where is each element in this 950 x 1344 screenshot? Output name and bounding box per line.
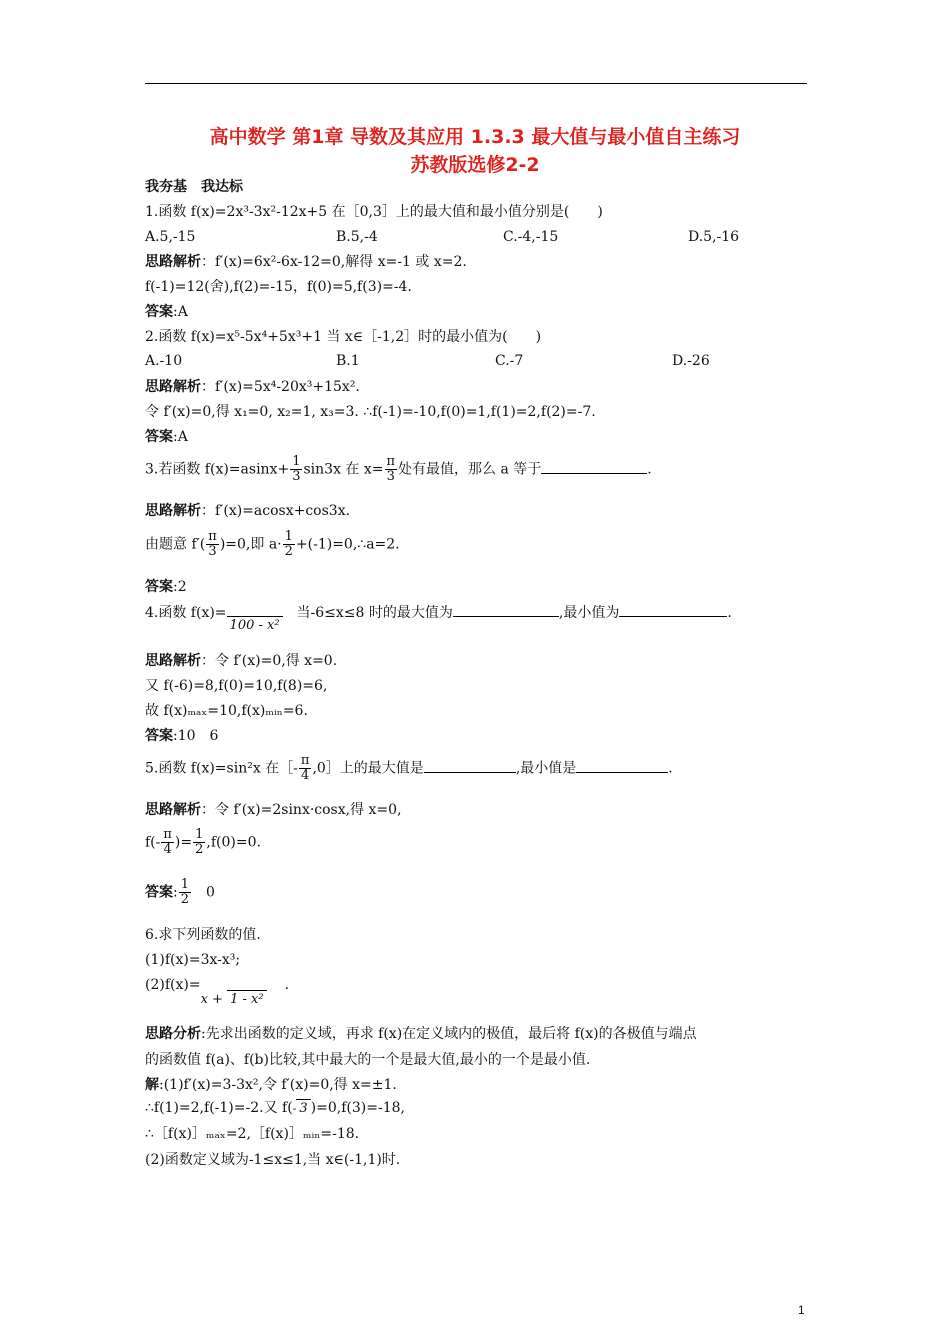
fraction: $\frac{1}{2}$ xyxy=(195,827,204,857)
q1-analysis-2: f(-1)=12(舍),f(2)=-15，f(0)=5,f(3)=-4. xyxy=(145,279,412,295)
q4-analysis: 思路解析：令 f′(x)=0,得 x=0. xyxy=(145,653,338,669)
answer-blank-min[interactable] xyxy=(619,602,727,617)
q2-analysis: 思路解析：f′(x)=5x⁴-20x³+15x². xyxy=(145,379,360,395)
q6-part-1: (1)f(x)=3x-x³; xyxy=(145,952,241,968)
sqrt-expression: 100 - x² xyxy=(227,616,283,635)
fraction: $\frac{\pi}{3}$ xyxy=(208,529,217,559)
q1-answer: 答案:A xyxy=(145,304,188,320)
page-subtitle: 苏教版选修2-2 xyxy=(410,154,540,176)
fraction: $\frac{1}{2}$ xyxy=(284,529,293,559)
q5-answer: 答案: $\frac{1}{2}$ 0 xyxy=(145,877,215,907)
q6-solution-4: (2)函数定义域为-1≤x≤1,当 x∈(-1,1)时. xyxy=(145,1152,401,1168)
q6-stem: 6.求下列函数的值. xyxy=(145,927,261,943)
q2-stem: 2.函数 f(x)=x⁵-5x⁴+5x³+1 当 x∈［-1,2］时的最小值为( ) xyxy=(145,329,542,345)
q6-analysis-2: 的函数值 f(a)、f(b)比较,其中最大的一个是最大值,最小的一个是最小值. xyxy=(145,1052,591,1068)
q4-analysis-2: 又 f(-6)=8,f(0)=10,f(8)=6, xyxy=(145,678,328,694)
q4-stem: 4.函数 f(x)= 100 - x² 当-6≤x≤8 时的最大值为 ,最小值为 . xyxy=(145,602,732,622)
q5-analysis-2: f(- $\frac{\pi}{4}$ )= $\frac{1}{2}$ ,f(0)=0. xyxy=(145,827,261,857)
fraction: $\frac{1}{2}$ xyxy=(180,877,189,907)
q6-analysis: 思路分析:先求出函数的定义域，再求 f(x)在定义域内的极值，最后将 f(x)的各极值与端点 xyxy=(145,1026,697,1042)
q6-solution-2: ∴f(1)=2,f(-1)=-2.又 f(- 3 )=0,f(3)=-18, xyxy=(145,1100,405,1116)
sqrt-expression: 3 xyxy=(296,1099,310,1118)
q4-answer: 答案:10 6 xyxy=(145,728,219,744)
q2-option-d: D.-26 xyxy=(672,353,710,369)
q2-option-b: B.1 xyxy=(336,353,360,369)
fraction: $\frac{\pi}{4}$ xyxy=(300,753,310,783)
q1-option-c: C.-4,-15 xyxy=(503,229,559,245)
q1-option-a: A.5,-15 xyxy=(145,229,196,245)
answer-blank-max[interactable] xyxy=(453,602,559,617)
q1-option-b: B.5,-4 xyxy=(336,229,378,245)
q3-analysis: 思路解析：f′(x)=acosx+cos3x. xyxy=(145,503,351,519)
q6-solution: 解:(1)f′(x)=3-3x²,令 f′(x)=0,得 x=±1. xyxy=(145,1077,397,1093)
answer-blank-min[interactable] xyxy=(576,758,668,773)
q3-stem: 3.若函数 f(x)=asinx+ $\frac{1}{3}$ sin3x 在 x= $\frac{\pi}{3}$ 处有最值，那么 a 等于 . xyxy=(145,454,652,484)
section-heading: 我夯基 我达标 xyxy=(145,179,243,195)
fraction: $\frac{\pi}{3}$ xyxy=(386,454,396,484)
page-number: 1 xyxy=(798,1303,805,1317)
q2-option-c: C.-7 xyxy=(495,353,524,369)
q1-analysis: 思路解析：f′(x)=6x²-6x-12=0,解得 x=-1 或 x=2. xyxy=(145,254,467,270)
q6-solution-3: ∴［f(x)］ₘₐₓ=2,［f(x)］ₘᵢₙ=-18. xyxy=(145,1126,360,1142)
q4-analysis-3: 故 f(x)ₘₐₓ=10,f(x)ₘᵢₙ=6. xyxy=(145,703,308,719)
answer-blank-max[interactable] xyxy=(424,758,516,773)
q5-stem: 5.函数 f(x)=sin²x 在［- $\frac{\pi}{4}$ ,0］上的最大值是 ,最小值是 . xyxy=(145,753,673,783)
q3-analysis-2: 由题意 f′( $\frac{\pi}{3}$ )=0,即 a· $\frac{1}{2}$ +(-1)=0,∴a=2. xyxy=(145,529,400,559)
q1-option-d: D.5,-16 xyxy=(688,229,740,245)
q3-answer: 答案:2 xyxy=(145,579,187,595)
fraction: $\frac{\pi}{4}$ xyxy=(163,827,172,857)
q2-option-a: A.-10 xyxy=(145,353,183,369)
q2-analysis-2: 令 f′(x)=0,得 x₁=0, x₂=1, x₃=3. ∴f(-1)=-10,f(0)=1,f(1)=2,f(2)=-7. xyxy=(145,404,596,420)
fraction: $\frac{1}{3}$ xyxy=(292,454,301,484)
header-rule xyxy=(145,83,807,84)
q2-answer: 答案:A xyxy=(145,429,188,445)
sqrt-expression: 1 - x² xyxy=(227,990,266,1009)
q5-analysis: 思路解析：令 f′(x)=2sinx·cosx,得 x=0, xyxy=(145,802,402,818)
q6-part-2: (2)f(x)= x + 1 - x² . xyxy=(145,977,290,1007)
page-title: 高中数学 第1章 导数及其应用 1.3.3 最大值与最小值自主练习 xyxy=(209,126,741,148)
answer-blank[interactable] xyxy=(541,459,647,474)
q1-stem: 1.函数 f(x)=2x³-3x²-12x+5 在［0,3］上的最大值和最小值分别是( ) xyxy=(145,204,603,220)
